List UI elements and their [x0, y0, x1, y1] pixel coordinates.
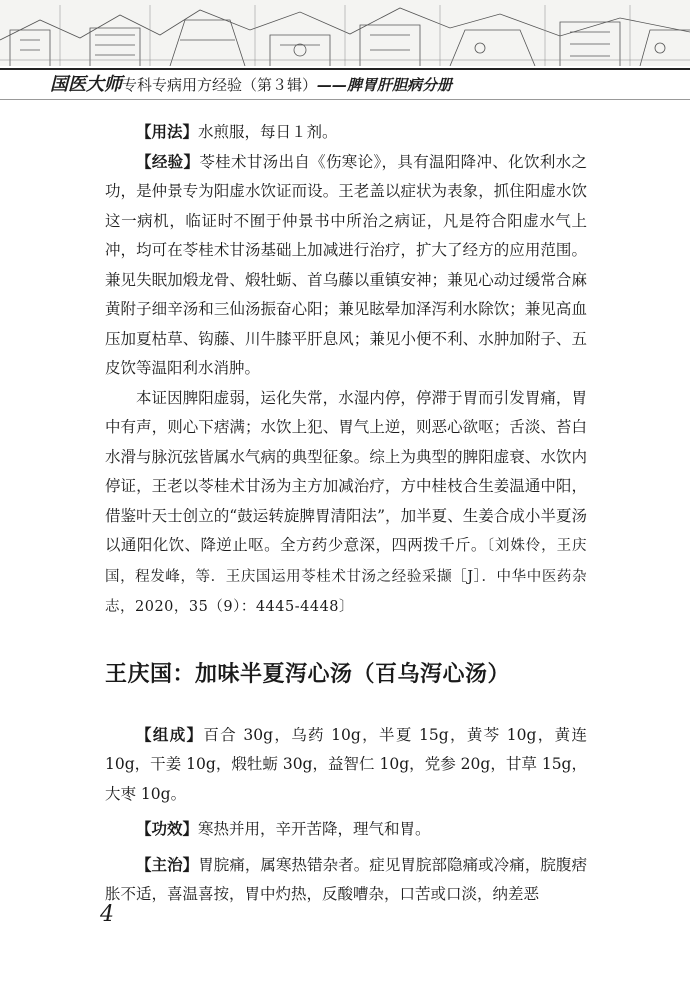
- composition-tag: 【组成】: [136, 725, 204, 744]
- usage-text: 水煎服，每日１剂。: [198, 123, 338, 141]
- experience-paragraph: [105, 148, 587, 384]
- usage-tag: 【用法】: [136, 123, 199, 141]
- header-volume: ——脾胃肝胆病分册: [317, 76, 453, 94]
- case-paragraph: [105, 384, 587, 623]
- reference-citation: 〔刘姝伶，王庆国，程发峰，等．王庆国运用苓桂术甘汤之经验采撷［J］．中华中医药杂志，2020，35（9）：4445-4448〕: [105, 538, 587, 615]
- composition-text: 百合 30g，乌药 10g，半夏 15g，黄芩 10g，黄连 10g，干姜 10g，煅牡蛎 30g，益智仁 10g，党参 20g，甘草 15g，大枣 10g。: [105, 725, 587, 803]
- experience-text: 苓桂术甘汤出自《伤寒论》，具有温阳降冲、化饮利水之功，是仲景专为阳虚水饮证而设。王老盖以症状为表象，抓住阳虚水饮这一病机，临证时不囿于仲景书中所治之病证，凡是符合阳虚水气上冲，均可在苓桂术甘汤基础上加减进行治疗，扩大了经方的应用范围。兼见失眠加煅龙骨、煅牡蛎、首乌藤以重镇安神；兼见心动过缓常合麻黄附子细辛汤和三仙汤振奋心阳；兼见眩晕加泽泻利水除饮；兼见高血压加夏枯草、钩藤、川牛膝平肝息风；兼见小便不利、水肿加附子、五皮饮等温阳利水消肿。: [105, 152, 587, 377]
- header-brand: 国医大师: [50, 74, 122, 95]
- header-series: 专科专病用方经验（第３辑）: [122, 76, 318, 94]
- effect-text: 寒热并用，辛开苦降，理气和胃。: [198, 820, 431, 838]
- usage-paragraph: [105, 118, 587, 148]
- composition-paragraph: [105, 721, 587, 810]
- effect-paragraph: [105, 815, 587, 845]
- experience-tag: 【经验】: [136, 152, 200, 171]
- section-title: 王庆国：加味半夏泻心汤（百乌泻心汤）: [105, 661, 511, 687]
- effect-tag: 【功效】: [136, 820, 199, 838]
- running-header: [0, 72, 690, 98]
- header-rule: [0, 68, 690, 70]
- indication-tag: 【主治】: [136, 855, 199, 874]
- header-illustration: [0, 0, 690, 66]
- indication-text: 胃脘痛，属寒热错杂者。症见胃脘部隐痛或冷痛，脘腹痞胀不适，喜温喜按，胃中灼热，反酸嘈杂，口苦或口淡，纳差恶: [105, 855, 587, 903]
- header-underline: [0, 99, 690, 100]
- page-body: [105, 118, 587, 910]
- page-number: 4: [100, 902, 114, 927]
- indication-paragraph: [105, 851, 587, 910]
- case-text: 本证因脾阳虚弱，运化失常，水湿内停，停滞于胃而引发胃痛，胃中有声，则心下痞满；水饮上犯、胃气上逆，则恶心欲呕；舌淡、苔白水滑与脉沉弦皆属水气病的典型征象。综上为典型的脾阳虚衰、水饮内停证，王老以苓桂术甘汤为主方加减治疗，方中桂枝合生姜温通中阳，借鉴叶天士创立的“鼓运转旋脾胃清阳法”，加半夏、生姜合成小半夏汤以通阳化饮、降逆止呕。全方药少意深，四两拨千斤。: [105, 388, 587, 554]
